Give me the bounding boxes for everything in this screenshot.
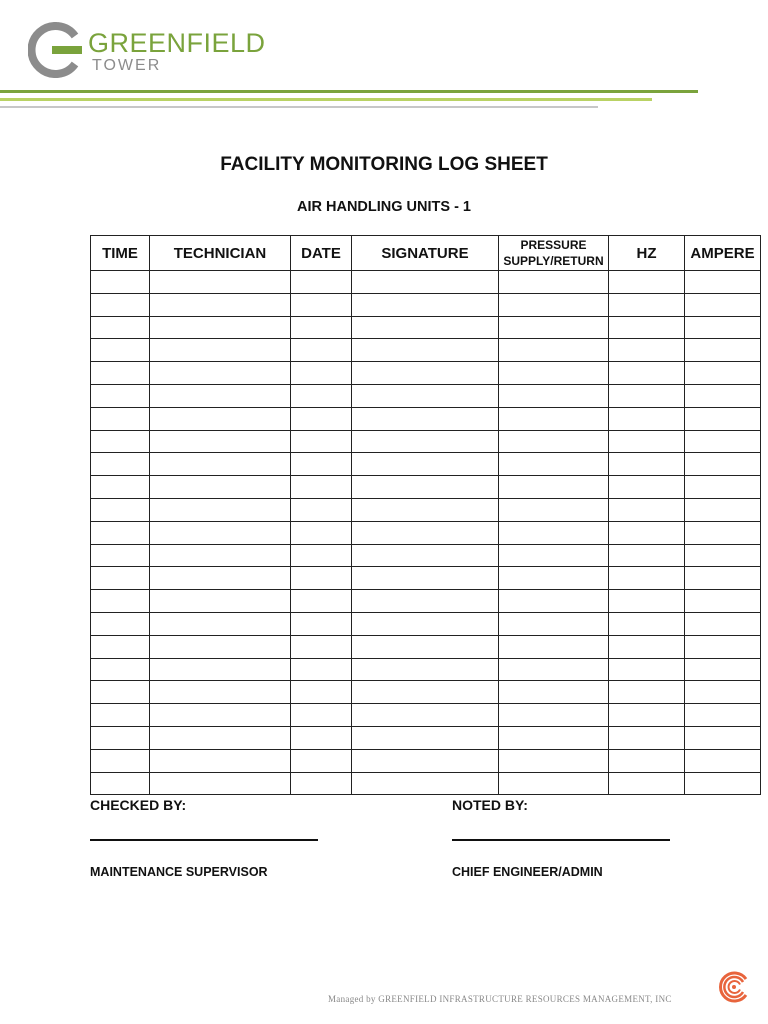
cell-signature xyxy=(352,749,499,772)
cell-date xyxy=(291,430,352,453)
cell-technician xyxy=(150,567,291,590)
cell-time xyxy=(91,726,150,749)
cell-time xyxy=(91,498,150,521)
cell-time xyxy=(91,407,150,430)
cell-technician xyxy=(150,681,291,704)
cell-date xyxy=(291,704,352,727)
cell-hz xyxy=(609,772,685,795)
cell-pressure xyxy=(499,635,609,658)
cell-time xyxy=(91,590,150,613)
cell-pressure xyxy=(499,772,609,795)
cell-technician xyxy=(150,612,291,635)
cell-ampere xyxy=(685,430,761,453)
table-row xyxy=(91,612,761,635)
cell-technician xyxy=(150,271,291,294)
cell-ampere xyxy=(685,612,761,635)
cell-technician xyxy=(150,704,291,727)
table-row xyxy=(91,567,761,590)
cell-date xyxy=(291,726,352,749)
table-row xyxy=(91,339,761,362)
cell-ampere xyxy=(685,567,761,590)
cell-technician xyxy=(150,772,291,795)
noted-by-block xyxy=(452,797,692,897)
swirl-logo-icon xyxy=(716,969,752,1005)
table-row xyxy=(91,407,761,430)
cell-date xyxy=(291,316,352,339)
cell-ampere xyxy=(685,590,761,613)
cell-hz xyxy=(609,384,685,407)
cell-hz xyxy=(609,476,685,499)
cell-technician xyxy=(150,726,291,749)
greenfield-g-logo-icon xyxy=(28,22,84,78)
cell-pressure xyxy=(499,271,609,294)
table-row xyxy=(91,498,761,521)
cell-time xyxy=(91,316,150,339)
cell-technician xyxy=(150,453,291,476)
brand-subname: TOWER xyxy=(92,57,162,74)
cell-ampere xyxy=(685,498,761,521)
cell-technician xyxy=(150,590,291,613)
cell-time xyxy=(91,453,150,476)
cell-signature xyxy=(352,316,499,339)
cell-signature xyxy=(352,772,499,795)
cell-ampere xyxy=(685,681,761,704)
cell-signature xyxy=(352,635,499,658)
cell-hz xyxy=(609,453,685,476)
table-row xyxy=(91,635,761,658)
cell-date xyxy=(291,681,352,704)
col-header-pressure-line1: PRESSURE xyxy=(520,237,587,252)
cell-hz xyxy=(609,567,685,590)
cell-pressure xyxy=(499,476,609,499)
cell-hz xyxy=(609,293,685,316)
checked-by-role: MAINTENANCE SUPERVISOR xyxy=(90,865,268,879)
col-header-ampere: AMPERE xyxy=(685,236,761,271)
cell-hz xyxy=(609,658,685,681)
cell-technician xyxy=(150,544,291,567)
cell-pressure xyxy=(499,339,609,362)
col-header-pressure xyxy=(499,236,609,271)
cell-pressure xyxy=(499,726,609,749)
checked-by-block xyxy=(90,797,330,897)
cell-ampere xyxy=(685,339,761,362)
cell-technician xyxy=(150,339,291,362)
cell-hz xyxy=(609,316,685,339)
cell-pressure xyxy=(499,362,609,385)
cell-signature xyxy=(352,362,499,385)
cell-time xyxy=(91,567,150,590)
header-divider-green xyxy=(0,90,698,93)
cell-date xyxy=(291,339,352,362)
cell-ampere xyxy=(685,658,761,681)
col-header-signature: SIGNATURE xyxy=(352,236,499,271)
cell-time xyxy=(91,430,150,453)
cell-technician xyxy=(150,384,291,407)
cell-pressure xyxy=(499,544,609,567)
cell-signature xyxy=(352,521,499,544)
cell-hz xyxy=(609,339,685,362)
table-row xyxy=(91,362,761,385)
cell-pressure xyxy=(499,384,609,407)
cell-time xyxy=(91,749,150,772)
cell-signature xyxy=(352,544,499,567)
cell-signature xyxy=(352,384,499,407)
cell-signature xyxy=(352,430,499,453)
cell-signature xyxy=(352,726,499,749)
cell-ampere xyxy=(685,521,761,544)
cell-time xyxy=(91,293,150,316)
cell-date xyxy=(291,749,352,772)
cell-technician xyxy=(150,521,291,544)
cell-pressure xyxy=(499,681,609,704)
cell-time xyxy=(91,544,150,567)
cell-date xyxy=(291,635,352,658)
page-title: FACILITY MONITORING LOG SHEET xyxy=(220,154,548,175)
cell-hz xyxy=(609,407,685,430)
cell-ampere xyxy=(685,407,761,430)
cell-time xyxy=(91,658,150,681)
cell-technician xyxy=(150,749,291,772)
cell-time xyxy=(91,635,150,658)
brand-name: GREENFIELD xyxy=(88,28,266,58)
cell-pressure xyxy=(499,612,609,635)
cell-ampere xyxy=(685,453,761,476)
cell-signature xyxy=(352,339,499,362)
cell-hz xyxy=(609,590,685,613)
table-row xyxy=(91,521,761,544)
cell-pressure xyxy=(499,407,609,430)
cell-pressure xyxy=(499,704,609,727)
checked-by-label: CHECKED BY: xyxy=(90,797,187,813)
cell-signature xyxy=(352,681,499,704)
cell-technician xyxy=(150,658,291,681)
cell-technician xyxy=(150,362,291,385)
table-row xyxy=(91,704,761,727)
cell-date xyxy=(291,612,352,635)
table-row xyxy=(91,544,761,567)
table-row xyxy=(91,590,761,613)
cell-technician xyxy=(150,498,291,521)
col-header-pressure-line2: SUPPLY/RETURN xyxy=(503,254,604,268)
cell-signature xyxy=(352,498,499,521)
table-row xyxy=(91,293,761,316)
cell-technician xyxy=(150,430,291,453)
cell-ampere xyxy=(685,749,761,772)
cell-ampere xyxy=(685,726,761,749)
noted-by-role: CHIEF ENGINEER/ADMIN xyxy=(452,865,603,879)
cell-technician xyxy=(150,407,291,430)
table-row xyxy=(91,453,761,476)
cell-pressure xyxy=(499,567,609,590)
cell-date xyxy=(291,453,352,476)
cell-hz xyxy=(609,430,685,453)
cell-ampere xyxy=(685,772,761,795)
col-header-technician: TECHNICIAN xyxy=(150,236,291,271)
table-row xyxy=(91,658,761,681)
cell-date xyxy=(291,772,352,795)
log-table xyxy=(90,235,761,795)
cell-date xyxy=(291,407,352,430)
cell-signature xyxy=(352,407,499,430)
page-subtitle: AIR HANDLING UNITS - 1 xyxy=(297,199,471,215)
cell-hz xyxy=(609,749,685,772)
cell-date xyxy=(291,567,352,590)
table-row xyxy=(91,749,761,772)
cell-ampere xyxy=(685,362,761,385)
cell-time xyxy=(91,476,150,499)
cell-date xyxy=(291,658,352,681)
cell-pressure xyxy=(499,658,609,681)
col-header-date: DATE xyxy=(291,236,352,271)
cell-pressure xyxy=(499,430,609,453)
cell-date xyxy=(291,384,352,407)
cell-date xyxy=(291,544,352,567)
table-row xyxy=(91,430,761,453)
cell-hz xyxy=(609,362,685,385)
cell-hz xyxy=(609,704,685,727)
cell-time xyxy=(91,521,150,544)
table-row xyxy=(91,772,761,795)
cell-signature xyxy=(352,271,499,294)
table-row xyxy=(91,316,761,339)
cell-date xyxy=(291,476,352,499)
noted-by-label: NOTED BY: xyxy=(452,797,528,813)
cell-pressure xyxy=(499,293,609,316)
checked-by-signature-line xyxy=(90,839,318,841)
cell-hz xyxy=(609,521,685,544)
cell-time xyxy=(91,681,150,704)
cell-pressure xyxy=(499,590,609,613)
cell-signature xyxy=(352,476,499,499)
cell-signature xyxy=(352,590,499,613)
cell-hz xyxy=(609,726,685,749)
col-header-hz: HZ xyxy=(609,236,685,271)
cell-hz xyxy=(609,635,685,658)
cell-date xyxy=(291,590,352,613)
cell-hz xyxy=(609,498,685,521)
cell-ampere xyxy=(685,271,761,294)
cell-time xyxy=(91,339,150,362)
cell-date xyxy=(291,498,352,521)
cell-ampere xyxy=(685,635,761,658)
cell-date xyxy=(291,271,352,294)
cell-date xyxy=(291,293,352,316)
cell-time xyxy=(91,612,150,635)
cell-date xyxy=(291,521,352,544)
cell-time xyxy=(91,772,150,795)
footer-managed-by: Managed by GREENFIELD INFRASTRUCTURE RESOURCES MANAGEMENT, INC xyxy=(328,994,672,1004)
table-row xyxy=(91,384,761,407)
table-row xyxy=(91,271,761,294)
cell-signature xyxy=(352,658,499,681)
cell-signature xyxy=(352,612,499,635)
cell-ampere xyxy=(685,293,761,316)
table-row xyxy=(91,726,761,749)
cell-hz xyxy=(609,544,685,567)
cell-date xyxy=(291,362,352,385)
noted-by-signature-line xyxy=(452,839,670,841)
greenfield-tower-logo xyxy=(26,20,266,82)
cell-time xyxy=(91,271,150,294)
cell-pressure xyxy=(499,316,609,339)
cell-ampere xyxy=(685,476,761,499)
table-row xyxy=(91,476,761,499)
cell-technician xyxy=(150,293,291,316)
col-header-time: TIME xyxy=(91,236,150,271)
cell-hz xyxy=(609,612,685,635)
cell-signature xyxy=(352,704,499,727)
table-row xyxy=(91,681,761,704)
cell-signature xyxy=(352,567,499,590)
cell-time xyxy=(91,384,150,407)
cell-technician xyxy=(150,635,291,658)
cell-hz xyxy=(609,271,685,294)
header-divider-gray xyxy=(0,106,598,108)
header-divider-light-green xyxy=(0,98,652,101)
cell-ampere xyxy=(685,384,761,407)
cell-ampere xyxy=(685,704,761,727)
cell-hz xyxy=(609,681,685,704)
cell-technician xyxy=(150,316,291,339)
cell-time xyxy=(91,362,150,385)
cell-ampere xyxy=(685,316,761,339)
cell-signature xyxy=(352,453,499,476)
cell-signature xyxy=(352,293,499,316)
cell-ampere xyxy=(685,544,761,567)
cell-pressure xyxy=(499,453,609,476)
cell-pressure xyxy=(499,498,609,521)
log-table-body xyxy=(91,271,761,795)
table-header-row xyxy=(91,236,761,271)
cell-pressure xyxy=(499,521,609,544)
cell-time xyxy=(91,704,150,727)
cell-pressure xyxy=(499,749,609,772)
cell-technician xyxy=(150,476,291,499)
